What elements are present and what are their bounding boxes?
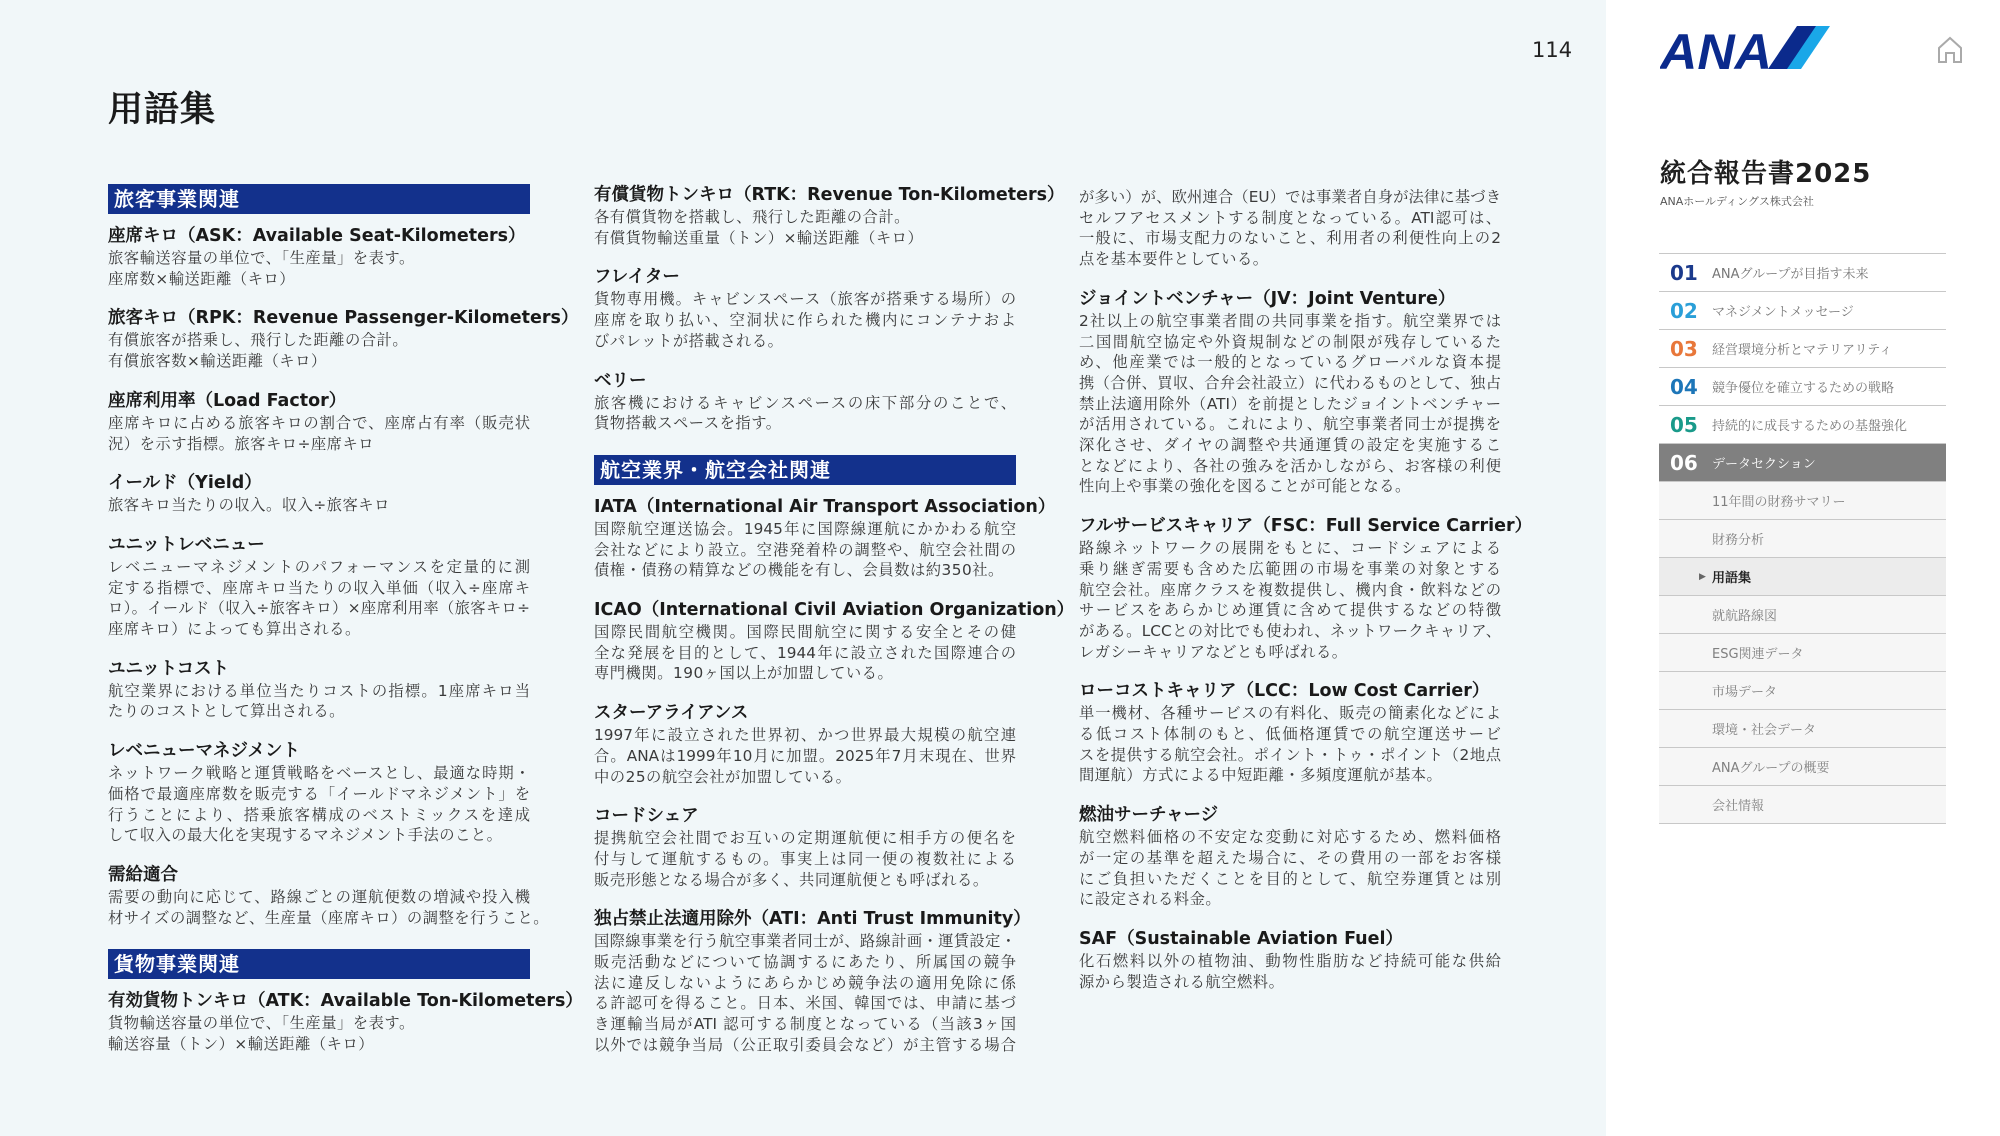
term-heading: 有償貨物トンキロ（RTK：Revenue Ton-Kilometers） xyxy=(594,185,1065,205)
term-heading: ユニットコスト xyxy=(108,658,230,679)
section-nav-label: ESG関連データ xyxy=(1712,647,1804,662)
term-definition-line: 航空会社。座席クラスを複数提供し、機内食・飲料などの xyxy=(1079,580,1501,599)
chapter-number: 04 xyxy=(1670,374,1698,399)
chapter-nav-item-01[interactable] xyxy=(1659,254,1946,292)
term-definition-line: 債権・債務の精算などの機能を有し、会員数は約350社。 xyxy=(594,561,1004,580)
section-nav-label: ANAグループの概要 xyxy=(1712,761,1830,776)
chapter-label: マネジメントメッセージ xyxy=(1712,305,1854,320)
term-heading: イールド（Yield） xyxy=(108,473,262,494)
glossary-entry xyxy=(594,907,1031,1055)
term-definition-line: ネットワーク戦略と運賃戦略をベースとし、最適な時期・ xyxy=(108,764,530,783)
glossary-entry xyxy=(594,804,1016,890)
section-nav-label: 環境・社会データ xyxy=(1712,723,1817,738)
term-heading: 燃油サーチャージ xyxy=(1079,805,1219,826)
glossary-entry xyxy=(594,369,1016,434)
section-nav-item[interactable] xyxy=(1659,596,1946,634)
term-definition-line: 中の25の航空会社が加盟している。 xyxy=(594,767,852,786)
term-definition-line: 深化させ、ダイヤの調整や共通運賃の設定を実施するこ xyxy=(1079,436,1501,455)
term-definition-line: 輸送容量（トン）×輸送距離（キロ） xyxy=(108,1035,375,1054)
ana-logo[interactable] xyxy=(1660,26,1830,76)
term-definition-line: 座席を取り払い、空洞状に作られた機内にコンテナおよ xyxy=(594,311,1016,330)
term-definition-line: 乗り継ぎ需要も含めた広範囲の市場を事業の対象とする xyxy=(1079,559,1501,578)
term-definition-line: 1997年に設立された世界初、かつ世界最大規模の航空連 xyxy=(594,726,1016,745)
term-definition-line: 旅客機におけるキャビンスペースの床下部分のことで、 xyxy=(594,393,1016,412)
section-nav-label: 市場データ xyxy=(1712,685,1778,700)
term-definition-line: 旅客輸送容量の単位で、「生産量」を表す。 xyxy=(108,249,415,267)
term-definition-line: 路線ネットワークの展開をもとに、コードシェアによる xyxy=(1079,539,1501,558)
chapter-label: ANAグループが目指す未来 xyxy=(1712,267,1869,282)
glossary-entry xyxy=(108,657,530,722)
term-heading: ジョイントベンチャー（JV：Joint Venture） xyxy=(1079,288,1456,309)
term-definition-line: る低コスト体制のもと、低価格運賃での航空運送サービ xyxy=(1079,725,1501,744)
glossary-entry xyxy=(594,701,1016,787)
term-definition-line: に設定される料金。 xyxy=(1079,890,1222,909)
glossary-entry xyxy=(108,863,550,928)
term-definition-line: となどにより、各社の強みを活かしながら、お客様の利便 xyxy=(1079,456,1501,475)
section-nav-label: 就航路線図 xyxy=(1712,609,1778,624)
svg-text:ANA: ANA xyxy=(1660,26,1772,72)
term-heading: コードシェア xyxy=(594,806,699,827)
term-definition-line: 会社などにより設立。空港発着枠の調整や、航空会社間の xyxy=(594,540,1016,559)
section-nav-item[interactable] xyxy=(1659,520,1946,558)
chapter-nav-item-02[interactable] xyxy=(1659,292,1946,330)
term-heading: 独占禁止法適用除外（ATI：Anti Trust Immunity） xyxy=(594,909,1031,930)
term-definition-line: 以外では競争当局（公正取引委員会など）が主管する場合 xyxy=(594,1035,1016,1054)
glossary-entry xyxy=(108,306,579,371)
term-definition-line: がある。LCCとの対比でも使われ、ネットワークキャリア、 xyxy=(1079,621,1501,640)
section-header: 航空業界・航空会社関連 xyxy=(594,455,1016,485)
term-heading: 需給適合 xyxy=(108,864,178,885)
glossary-entry xyxy=(1079,803,1501,910)
term-definition-line: 販売形態となる場合が多く、共同運航便とも呼ばれる。 xyxy=(594,870,989,889)
sidebar xyxy=(1606,0,2000,1136)
term-definition-line: 付与して運航するもの。事実上は同一便の複数社による xyxy=(594,849,1016,868)
term-definition-line: ロ）。イールド（収入÷旅客キロ）×座席利用率（旅客キロ÷ xyxy=(108,599,530,618)
report-title: 統合報告書2025 xyxy=(1660,159,1872,189)
term-heading: フレイター xyxy=(594,267,680,288)
glossary-column-3 xyxy=(1079,187,1533,1009)
section-nav-label: 11年間の財務サマリー xyxy=(1712,495,1846,510)
term-definition-line: にご負担いただくことを目的として、航空券運賃とは別 xyxy=(1079,869,1501,888)
term-definition-line: 国際線事業を行う航空事業者同士が、路線計画・運賃設定・ xyxy=(594,932,1016,951)
page-title: 用語集 xyxy=(108,90,217,130)
term-definition-line: 旅客キロ当たりの収入。収入÷旅客キロ xyxy=(108,496,390,515)
term-definition-line: 法に違反しないようにあらかじめ競争法の適用免除に係 xyxy=(594,973,1016,992)
term-definition-line: 化石燃料以外の植物油、動物性脂肪など持続可能な供給 xyxy=(1079,951,1501,970)
term-heading: ユニットレベニュー xyxy=(108,534,265,555)
term-definition-line: 携（合併、買収、合弁会社設立）に代わるものとして、独占 xyxy=(1079,373,1501,392)
term-definition-line: め、他産業では一般的となっているグローバルな資本提 xyxy=(1079,353,1501,372)
chapter-label: 経営環境分析とマテリアリティ xyxy=(1712,343,1893,358)
chapter-number: 03 xyxy=(1670,336,1698,361)
term-definition-line: 座席キロに占める旅客キロの割合で、座席占有率（販売状 xyxy=(108,413,530,432)
term-definition-line: びパレットが搭載される。 xyxy=(594,331,784,350)
term-definition-line: サービスをあらかじめ運賃に含めて提供するなどの特徴 xyxy=(1079,601,1501,620)
glossary-column-1 xyxy=(108,183,583,1072)
term-definition-line: 航空業界における単位当たりコストの指標。1座席キロ当 xyxy=(108,681,530,700)
chapter-label: 持続的に成長するための基盤強化 xyxy=(1712,419,1908,434)
term-definition-line: 専門機関。190ヶ国以上が加盟している。 xyxy=(594,664,894,683)
chapter-nav-item-06[interactable] xyxy=(1659,444,1946,482)
section-nav-item[interactable] xyxy=(1659,558,1946,596)
chapter-number: 01 xyxy=(1670,260,1698,285)
term-definition-line: 航空燃料価格の不安定な変動に対応するため、燃料価格 xyxy=(1079,828,1501,847)
term-definition-line: 性向上や事業の強化を図ることが可能となる。 xyxy=(1079,477,1411,496)
term-heading: ベリー xyxy=(594,370,647,391)
term-definition-line: が活用されている。これにより、航空事業者同士が提携を xyxy=(1079,415,1501,434)
term-definition-line: 座席数×輸送距離（キロ） xyxy=(108,269,296,288)
term-definition-line: 間運航）方式による中短距離・多頻度運航が基本。 xyxy=(1079,766,1443,785)
term-definition-line: 単一機材、各種サービスの有料化、販売の簡素化などによ xyxy=(1079,704,1501,723)
term-heading: ICAO（International Civil Aviation Organization） xyxy=(594,600,1075,621)
chapter-number: 02 xyxy=(1670,298,1698,323)
glossary-entry xyxy=(594,265,1016,351)
glossary-entry xyxy=(108,471,530,516)
term-definition-line: 合。ANAは1999年10月に加盟。2025年7月末現在、世界 xyxy=(594,746,1016,765)
term-definition-line: 点を基本要件としている。 xyxy=(1079,250,1269,269)
term-heading: スターアライアンス xyxy=(594,703,749,724)
glossary-entry xyxy=(594,495,1056,581)
section-nav-label: 財務分析 xyxy=(1712,533,1765,548)
term-definition-line: レガシーキャリアなどとも呼ばれる。 xyxy=(1079,642,1348,661)
term-heading: ローコストキャリア（LCC：Low Cost Carrier） xyxy=(1079,681,1490,702)
term-definition-line: 座席キロ）によっても算出される。 xyxy=(108,620,361,639)
chapter-nav-item-05[interactable] xyxy=(1659,406,1946,444)
chapter-nav-item-03[interactable] xyxy=(1659,330,1946,368)
term-definition-line: 源から製造される航空燃料。 xyxy=(1079,972,1285,991)
term-heading: 座席利用率（Load Factor） xyxy=(108,390,347,411)
term-heading: 有効貨物トンキロ（ATK：Available Ton-Kilometers） xyxy=(108,991,583,1012)
term-definition-line: 国際民間航空機関。国際民間航空に関する安全とその健 xyxy=(594,623,1016,642)
term-definition-line: 一般に、市場支配力のないこと、利用者の利便性向上の2 xyxy=(1079,229,1501,248)
term-definition-line: が多い）が、欧州連合（EU）では事業者自身が法律に基づき xyxy=(1079,188,1501,206)
chapter-number: 05 xyxy=(1670,412,1698,437)
term-definition-line: 提携航空会社間でお互いの定期運航便に相手方の便名を xyxy=(594,829,1016,848)
term-definition-line: 貨物搭載スペースを指す。 xyxy=(594,414,782,433)
glossary-column-2 xyxy=(594,183,1075,1073)
current-indicator-icon: ▶ xyxy=(1699,571,1706,582)
home-icon[interactable] xyxy=(1936,36,1964,68)
term-definition-line: る許認可を得ること。日本、米国、韓国では、申請に基づ xyxy=(594,994,1016,1013)
glossary-entry xyxy=(1079,927,1501,992)
section-nav-label: 用語集 xyxy=(1712,571,1752,586)
page-number: 114 xyxy=(1532,38,1573,62)
term-definition-line: レベニューマネジメントのパフォーマンスを定量的に測 xyxy=(108,557,530,576)
term-definition-line: 各有償貨物を搭載し、飛行した距離の合計。 xyxy=(594,208,910,226)
term-heading: レベニューマネジメント xyxy=(108,741,300,762)
glossary-entry xyxy=(108,739,530,846)
term-definition-line: 販売活動などについて協調するにあたり、所属国の競争 xyxy=(594,953,1016,972)
section-nav-item[interactable] xyxy=(1659,710,1946,748)
term-definition-line: 需要の動向に応じて、路線ごとの運航便数の増減や投入機 xyxy=(108,887,530,906)
term-definition-line: 定する指標で、座席キロ当たりの収入単価（収入÷座席キ xyxy=(108,578,530,597)
term-definition-line: 貨物輸送容量の単位で、「生産量」を表す。 xyxy=(108,1014,415,1033)
chapter-label: 競争優位を確立するための戦略 xyxy=(1712,381,1895,396)
term-definition-line: き運輸当局がATI 認可する制度となっている（当該3ヶ国 xyxy=(594,1015,1016,1034)
term-definition-line: 全な発展を目的として、1944年に設立された国際連合の xyxy=(594,643,1016,662)
term-heading: SAF（Sustainable Aviation Fuel） xyxy=(1079,928,1403,949)
term-definition-line: スを提供する航空会社。ポイント・トゥ・ポイント（2地点 xyxy=(1079,745,1501,764)
section-nav-item[interactable] xyxy=(1659,634,1946,672)
term-definition-line: 国際航空運送協会。1945年に国際線運航にかかわる航空 xyxy=(594,519,1016,538)
term-definition-line: が一定の基準を超えた場合に、その費用の一部をお客様 xyxy=(1079,848,1501,867)
section-header: 旅客事業関連 xyxy=(108,184,530,214)
term-heading: 座席キロ（ASK：Available Seat-Kilometers） xyxy=(108,226,526,246)
glossary-entry xyxy=(108,389,530,454)
term-heading: フルサービスキャリア（FSC：Full Service Carrier） xyxy=(1079,516,1533,537)
term-heading: 旅客キロ（RPK：Revenue Passenger-Kilometers） xyxy=(108,308,579,329)
term-heading: IATA（International Air Transport Association） xyxy=(594,496,1056,517)
term-definition-line: 行うことにより、搭乗旅客構成のベストミックスを達成 xyxy=(108,805,530,824)
term-definition-line: 貨物専用機。キャビンスペース（旅客が搭乗する場所）の xyxy=(594,290,1016,309)
term-definition-line: 材サイズの調整など、生産量（座席キロ）の調整を行うこと。 xyxy=(108,908,550,927)
term-definition-line: 二国間航空協定や外資規制などの制限が残存しているた xyxy=(1079,332,1501,351)
section-nav-label: 会社情報 xyxy=(1712,799,1765,814)
term-definition-line: 2社以上の航空事業者間の共同事業を指す。航空業界では xyxy=(1079,311,1501,330)
term-definition-line: 況）を示す指標。旅客キロ÷座席キロ xyxy=(108,434,375,453)
term-definition-line: して収入の最大化を実現するマネジメント手法のこと。 xyxy=(108,826,503,845)
glossary-entry xyxy=(1079,187,1501,270)
glossary-entry xyxy=(108,224,530,289)
company-name: ANAホールディングス株式会社 xyxy=(1660,195,1814,208)
section-nav-item[interactable] xyxy=(1659,748,1946,786)
term-definition-line: 有償旅客が搭乗し、飛行した距離の合計。 xyxy=(108,331,409,350)
glossary-entry xyxy=(1079,679,1501,786)
chapter-nav-item-04[interactable] xyxy=(1659,368,1946,406)
term-definition-line: 有償旅客数×輸送距離（キロ） xyxy=(108,352,327,371)
section-nav-item[interactable] xyxy=(1659,672,1946,710)
term-definition-line: 有償貨物輸送重量（トン）×輸送距離（キロ） xyxy=(594,228,924,247)
glossary-entry xyxy=(1079,287,1501,497)
glossary-entry xyxy=(594,598,1075,684)
chapter-number: 06 xyxy=(1670,450,1698,475)
term-definition-line: 価格で最適座席数を販売する「イールドマネジメント」を xyxy=(108,784,530,803)
section-header: 貨物事業関連 xyxy=(108,949,530,979)
glossary-entry xyxy=(108,989,583,1054)
term-definition-line: 禁止法適用除外（ATI）を前提としたジョイントベンチャー xyxy=(1079,394,1501,413)
chapter-label: データセクション xyxy=(1712,457,1816,472)
glossary-entry xyxy=(108,533,530,640)
chapter-nav xyxy=(1659,253,1946,824)
glossary-entry xyxy=(594,183,1065,248)
section-nav-item[interactable] xyxy=(1659,786,1946,824)
term-definition-line: たりのコストとして算出される。 xyxy=(108,702,345,721)
section-nav-item[interactable] xyxy=(1659,482,1946,520)
glossary-entry xyxy=(1079,514,1533,662)
term-definition-line: セルフアセスメントする制度となっている。ATI認可は、 xyxy=(1079,208,1501,227)
